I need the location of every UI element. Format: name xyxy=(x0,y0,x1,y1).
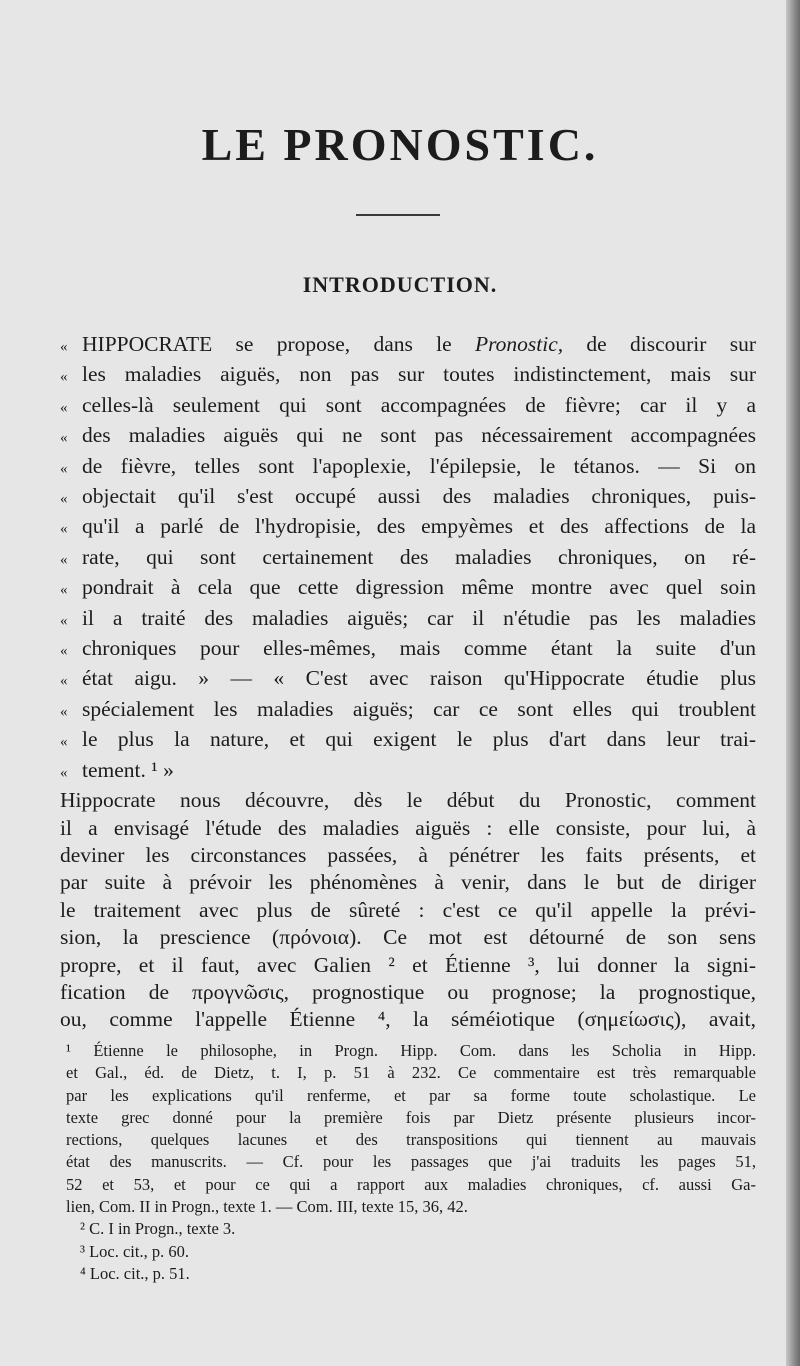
text-line: le traitement avec plus de sûreté : c'est ce qu'il appelle la prévi- xyxy=(60,897,756,922)
text-line: « tement. ¹ » xyxy=(60,757,174,782)
text-line: « rate, qui sont certainement des maladies chroniques, on ré- xyxy=(60,544,756,569)
text-line: « HIPPOCRATE se propose, dans le Pronostic, de discourir sur xyxy=(60,332,756,356)
page-title: LE PRONOSTIC. xyxy=(201,119,599,170)
footnote-line: par les explications qu'il renferme, et par sa forme toute scholastique. Le xyxy=(66,1085,756,1105)
footnotes xyxy=(66,1040,756,1285)
text-line: sion, la prescience (πρόνοια). Ce mot est détourné de son sens xyxy=(60,925,756,950)
footnote-line: et Gal., éd. de Dietz, t. I, p. 51 à 232. Ce commentaire est très remarquable xyxy=(66,1063,756,1083)
text-line: « les maladies aiguës, non pas sur toutes indistinctement, mais sur xyxy=(60,362,756,387)
title-rule xyxy=(356,214,440,216)
main-text xyxy=(60,331,756,1034)
paragraph-quote xyxy=(60,331,756,787)
footnote-line: lien, Com. II in Progn., texte 1. — Com. III, texte 15, 36, 42. xyxy=(66,1197,468,1217)
text-line: il a envisagé l'étude des maladies aiguës : elle consiste, pour lui, à xyxy=(60,815,756,840)
text-line: deviner les circonstances passées, à pénétrer les faits présents, et xyxy=(60,842,756,867)
footnote-line: 52 et 53, et pour ce qui a rapport aux maladies chroniques, cf. aussi Ga- xyxy=(66,1174,756,1194)
footnote-line: texte grec donné pour la première fois par Dietz présente plusieurs incor- xyxy=(66,1107,756,1127)
text-line: propre, et il faut, avec Galien ² et Étienne ³, lui donner la signi- xyxy=(60,952,756,977)
footnote-line: état des manuscrits. — Cf. pour les passages que j'ai traduits les pages 51, xyxy=(66,1152,756,1172)
text-line: « objectait qu'il s'est occupé aussi des maladies chroniques, puis- xyxy=(60,484,756,509)
text-line: « état aigu. » — « C'est avec raison qu'Hippocrate étudie plus xyxy=(60,666,756,691)
text-line: ou, comme l'appelle Étienne ⁴, la séméiotique (σημείωσις), avait, xyxy=(60,1007,756,1032)
text-line: « le plus la nature, et qui exigent le plus d'art dans leur trai- xyxy=(60,727,756,752)
text-line: par suite à prévoir les phénomènes à venir, dans le but de diriger xyxy=(60,870,756,895)
text-line: « chroniques pour elles-mêmes, mais comme étant la suite d'un xyxy=(60,636,756,661)
text-line: « qu'il a parlé de l'hydropisie, des empyèmes et des affections de la xyxy=(60,514,756,539)
text-line: « spécialement les maladies aiguës; car ce sont elles qui troublent xyxy=(60,696,756,721)
footnote-line: ³ Loc. cit., p. 60. xyxy=(80,1241,189,1261)
text-line: « celles-là seulement qui sont accompagnées de fièvre; car il y a xyxy=(60,392,756,417)
book-spine-shadow xyxy=(786,0,800,1366)
text-line: « de fièvre, telles sont l'apoplexie, l'épilepsie, le tétanos. — Si on xyxy=(60,453,756,478)
text-line: « il a traité des maladies aiguës; car il n'étudie pas les maladies xyxy=(60,605,756,630)
paragraph-body xyxy=(60,787,756,1034)
text-line: Hippocrate nous découvre, dès le début du Pronostic, comment xyxy=(60,788,756,813)
text-line: fication de προγνῶσις, prognostique ou prognose; la prognostique, xyxy=(60,979,756,1004)
footnote-line: ¹ Étienne le philosophe, in Progn. Hipp. Com. dans les Scholia in Hipp. xyxy=(66,1041,756,1060)
section-heading: INTRODUCTION. xyxy=(302,272,498,297)
footnote-line: rections, quelques lacunes et des transpositions qui tiennent au mauvais xyxy=(66,1130,756,1150)
text-line: « pondrait à cela que cette digression même montre avec quel soin xyxy=(60,575,756,600)
footnote-line: ² C. I in Progn., texte 3. xyxy=(80,1219,236,1239)
footnote-line: ⁴ Loc. cit., p. 51. xyxy=(80,1263,190,1283)
text-line: « des maladies aiguës qui ne sont pas nécessairement accompagnées xyxy=(60,423,756,448)
